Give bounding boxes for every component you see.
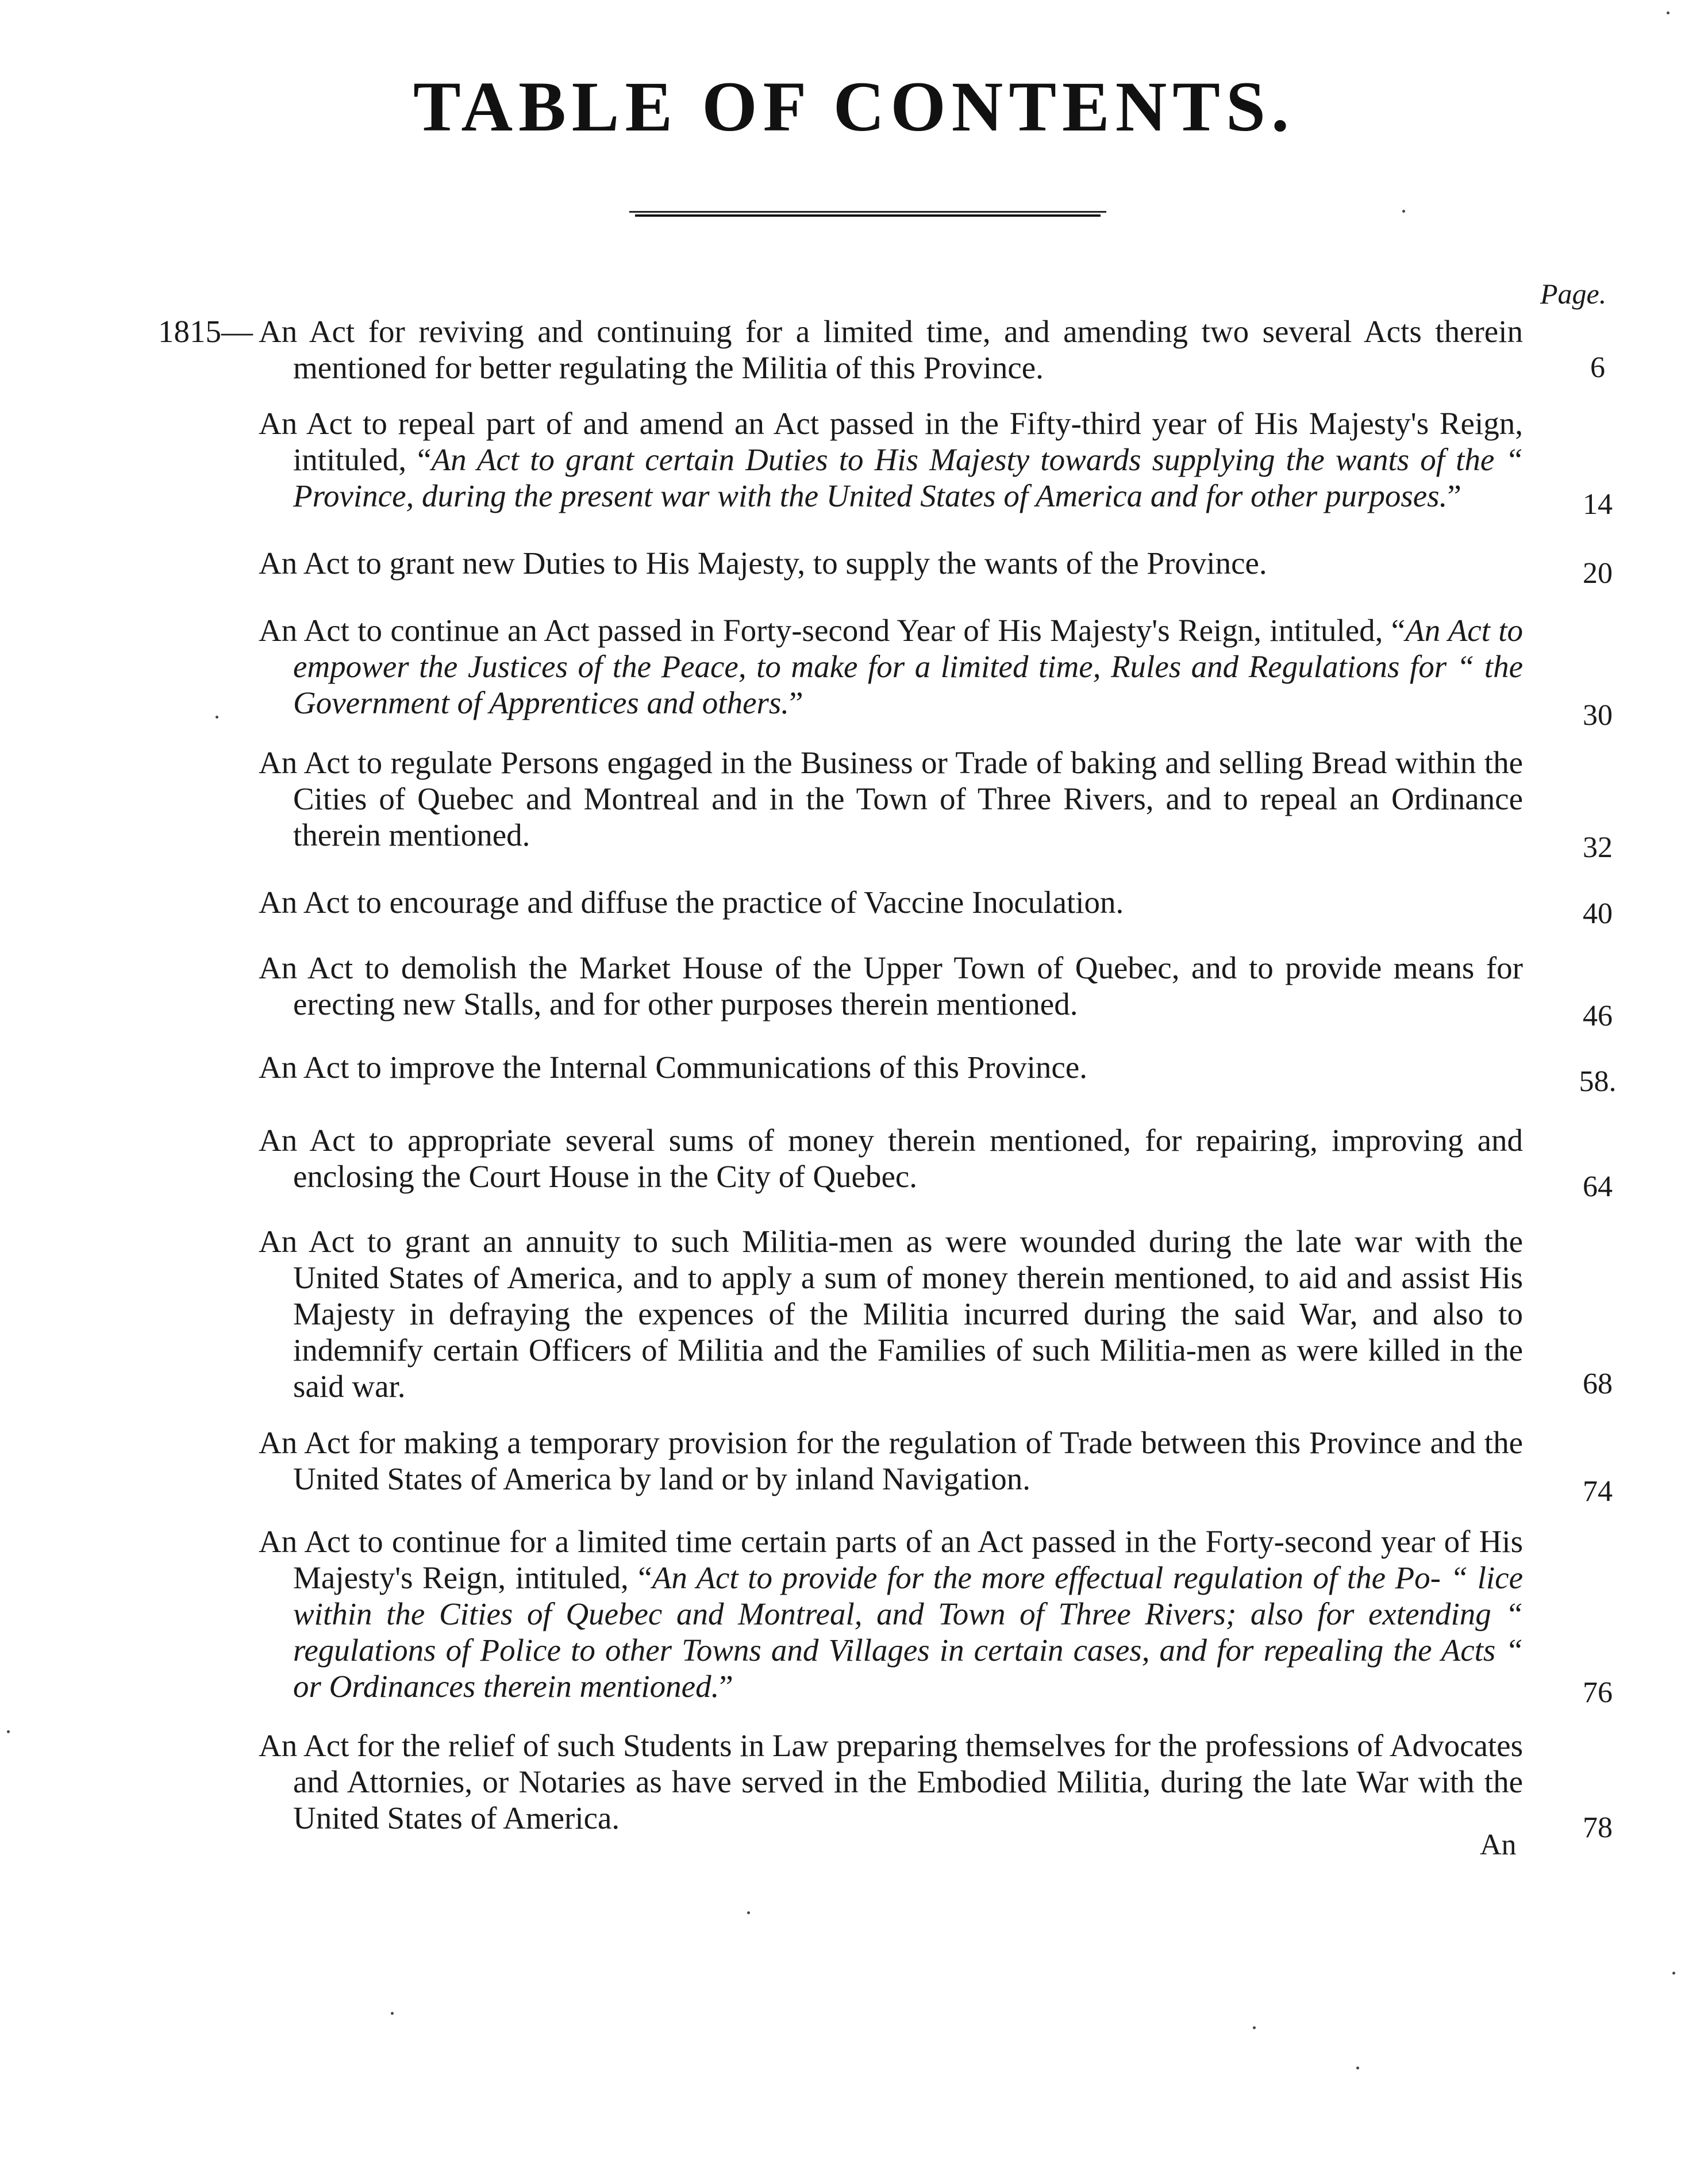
entry-year: 1815— <box>158 314 253 349</box>
toc-entry <box>259 1727 1523 1836</box>
entry-page-number: 30 <box>1583 699 1613 732</box>
catchword: An <box>1480 1829 1517 1861</box>
toc-entry <box>259 950 1523 1022</box>
toc-entry <box>158 313 1523 386</box>
scan-speck <box>391 2012 394 2015</box>
toc-entry <box>259 545 1523 581</box>
scan-speck <box>1253 2026 1256 2029</box>
entry-text: An Act to repeal part of and amend an Act passed in the Fifty-third year of His Majesty's Reign, intituled, “ <box>259 406 1523 477</box>
scan-speck <box>747 1911 750 1914</box>
toc-entry <box>259 1049 1523 1085</box>
entry-closing-quote: ” <box>719 1669 733 1704</box>
entry-text: An Act to encourage and diffuse the practice of Vaccine Inoculation. <box>259 885 1124 920</box>
entry-text: An Act to regulate Persons engaged in the Business or Trade of baking and selling Bread within the Cities of Quebec and Montreal and in the Town of Three Rivers, and to repeal an Ordinance therein mentioned. <box>259 745 1523 852</box>
scan-speck <box>1402 210 1405 213</box>
entry-page-number: 46 <box>1583 1000 1613 1032</box>
entry-text: An Act to continue for a limited time certain parts of an Act passed in the Forty-second year of His Majesty's Reign, intituled, “ <box>259 1524 1523 1595</box>
entry-quoted-title: An Act to empower the Justices of the Peace, to make for a limited time, Rules and Regulations for “ the Government of Apprentices and others. <box>293 613 1523 720</box>
entry-page-number: 6 <box>1590 351 1605 384</box>
scan-speck <box>1672 1972 1675 1975</box>
entry-page-number: 64 <box>1583 1170 1613 1203</box>
entry-text: An Act to demolish the Market House of the Upper Town of Quebec, and to provide means for erecting new Stalls, and for other purposes therein mentioned. <box>259 950 1523 1021</box>
entry-page-number: 68 <box>1583 1368 1613 1400</box>
entry-page-number: 40 <box>1583 897 1613 930</box>
page-title: TABLE OF CONTENTS. <box>413 67 1295 146</box>
toc-entry <box>259 744 1523 853</box>
entry-page-number: 78 <box>1583 1811 1613 1844</box>
title-rule <box>629 211 1106 217</box>
entry-page-number: 32 <box>1583 831 1613 864</box>
toc-entry <box>259 1223 1523 1404</box>
entry-text: An Act for the relief of such Students in Law preparing themselves for the professions of Advocates and Attornies, or Notaries as have served in the Embodied Militia, during the late War with the United States of America. <box>259 1728 1523 1835</box>
entry-page-number: 76 <box>1583 1676 1613 1709</box>
entry-page-number: 58. <box>1579 1065 1617 1098</box>
toc-entry <box>259 1122 1523 1195</box>
toc-entry <box>259 1523 1523 1704</box>
entry-text: An Act to improve the Internal Communications of this Province. <box>259 1050 1087 1085</box>
entry-text: An Act to continue an Act passed in Forty-second Year of His Majesty's Reign, intituled, “ <box>259 613 1406 648</box>
scan-speck <box>7 1730 10 1733</box>
entry-text: An Act to grant new Duties to His Majesty, to supply the wants of the Province. <box>259 546 1267 581</box>
entry-text: An Act for making a temporary provision for the regulation of Trade between this Province and the United States of America by land or by inland Navigation. <box>259 1425 1523 1496</box>
entry-text: An Act to appropriate several sums of money therein mentioned, for repairing, improving and enclosing the Court House in the City of Quebec. <box>259 1123 1523 1194</box>
scan-speck <box>216 716 218 719</box>
entry-text: An Act for reviving and continuing for a limited time, and amending two several Acts therein mentioned for better regulating the Militia of this Province. <box>259 314 1523 385</box>
toc-entry <box>259 405 1523 514</box>
entry-text: An Act to grant an annuity to such Militia-men as were wounded during the late war with the United States of America, and to apply a sum of money therein mentioned, to aid and assist His Majesty in defraying the expences of the Militia incurred during the said War, and also to indemnify certain Officers of Militia and the Families of such Militia-men as were killed in the said war. <box>259 1224 1523 1404</box>
scan-speck <box>1356 2067 1359 2069</box>
entry-page-number: 20 <box>1583 557 1613 590</box>
scan-speck <box>1667 11 1669 14</box>
page-column-header: Page. <box>1540 278 1607 310</box>
toc-entry <box>259 612 1523 721</box>
toc-entry <box>259 884 1523 920</box>
entry-closing-quote: ” <box>1447 478 1461 513</box>
entry-page-number: 74 <box>1583 1475 1613 1508</box>
entry-closing-quote: ” <box>789 685 803 720</box>
toc-entry <box>259 1424 1523 1497</box>
entry-quoted-title: An Act to provide for the more effectual regulation of the Po- “ lice within the Cities of Quebec and Montreal, and Town of Three Rivers; also for extending “ regulations of Police to other Towns and Villages in certain cases, and for repealing the Acts “ or Ordinances therein mentioned. <box>293 1560 1523 1704</box>
entry-page-number: 14 <box>1583 488 1613 521</box>
entry-quoted-title: An Act to grant certain Duties to His Majesty towards supplying the wants of the “ Province, during the present war with the United States of America and for other purposes. <box>293 442 1523 513</box>
